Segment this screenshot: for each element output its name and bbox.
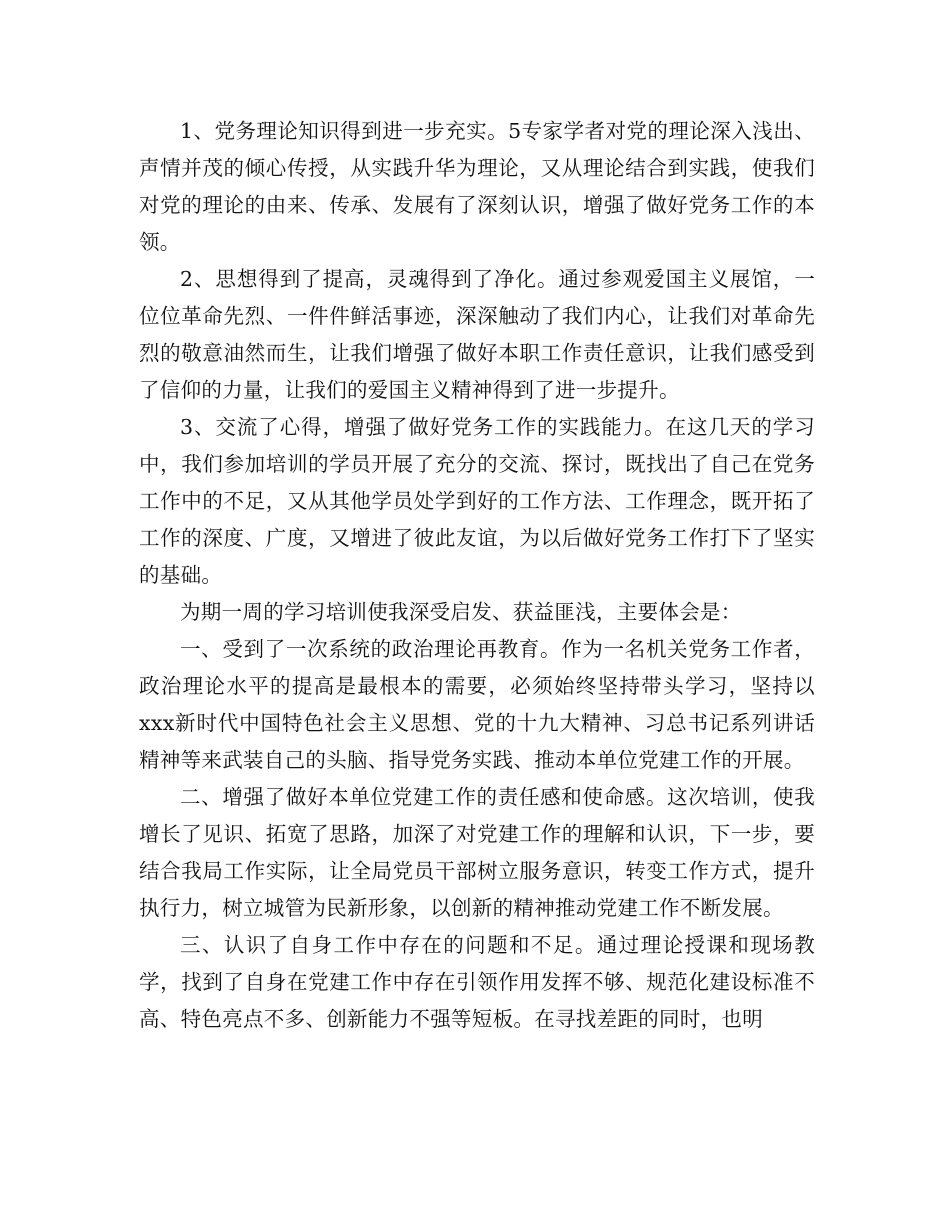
paragraph-3: 3、交流了心得，增强了做好党务工作的实践能力。在这几天的学习中，我们参加培训的学员开展了充分的交流、探讨，既找出了自己在党务工作中的不足，又从其他学员处学到好的工作方法、工作理念，既开拓了工作的深度、广度，又增进了彼此友谊，为以后做好党务工作打下了坚实的基础。 — [139, 415, 815, 587]
paragraph-4: 为期一周的学习培训使我深受启发、获益匪浅，主要体会是： — [180, 600, 742, 624]
paragraph-5: 一、受到了一次系统的政治理论再教育。作为一名机关党务工作者，政治理论水平的提高是最根本的需要，必须始终坚持带头学习，坚持以xxx新时代中国特色社会主义思想、党的十九大精神、习总书记系列讲话精神等来武装自己的头脑、指导党务实践、推动本单位党建工作的开展。 — [139, 637, 815, 772]
paragraph-2: 2、思想得到了提高，灵魂得到了净化。通过参观爱国主义展馆，一位位革命先烈、一件件鲜活事迹，深深触动了我们内心，让我们对革命先烈的敬意油然而生，让我们增强了做好本职工作责任意识，让我们感受到了信仰的力量，让我们的爱国主义精神得到了进一步提升。 — [139, 267, 815, 402]
document-body — [139, 113, 815, 1038]
paragraph-6: 二、增强了做好本单位党建工作的责任感和使命感。这次培训，使我增长了见识、拓宽了思路，加深了对党建工作的理解和认识，下一步，要结合我局工作实际，让全局党员干部树立服务意识，转变工作方式，提升执行力，树立城管为民新形象，以创新的精神推动党建工作不断发展。 — [139, 785, 815, 920]
paragraph-1: 1、党务理论知识得到进一步充实。5专家学者对党的理论深入浅出、声情并茂的倾心传授，从实践升华为理论，又从理论结合到实践，使我们对党的理论的由来、传承、发展有了深刻认识，增强了做好党务工作的本领。 — [139, 119, 815, 254]
paragraph-7: 三、认识了自身工作中存在的问题和不足。通过理论授课和现场教学，找到了自身在党建工作中存在引领作用发挥不够、规范化建设标准不高、特色亮点不多、创新能力不强等短板。在寻找差距的同时，也明 — [139, 933, 815, 1031]
